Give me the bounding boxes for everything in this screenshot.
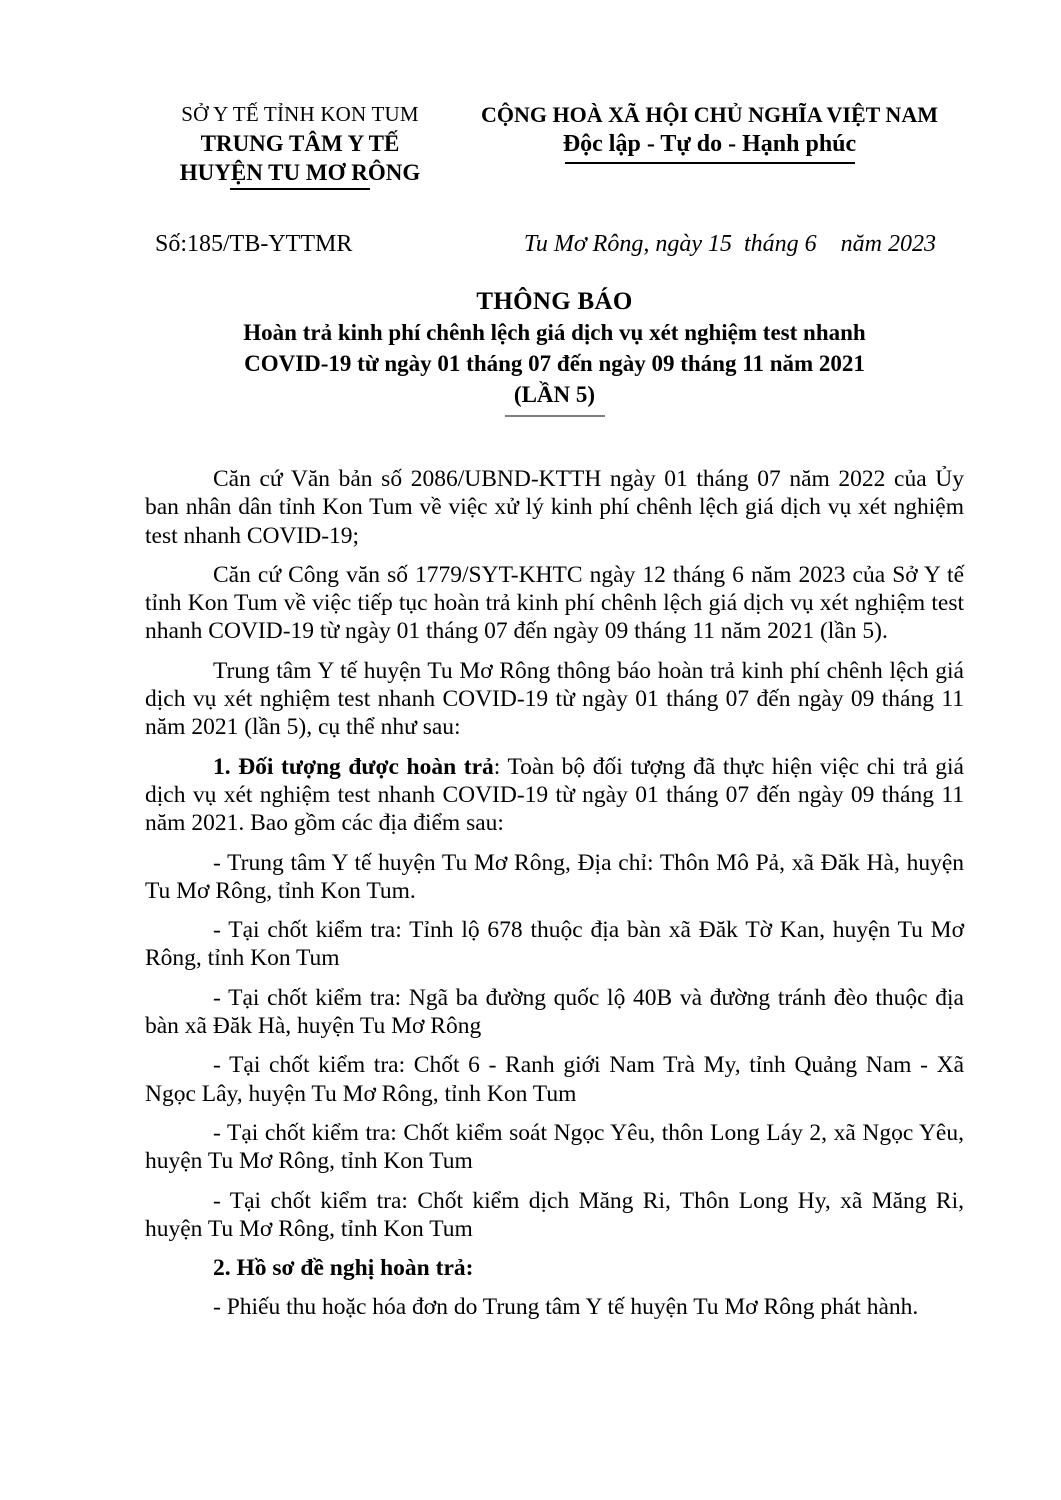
org-name: TRUNG TÂM Y TẾ (200, 131, 400, 156)
location-list-item: - Tại chốt kiểm tra: Chốt kiểm dịch Măng Ri, Thôn Long Hy, xã Măng Ri, huyện Tu Mơ Rông, tỉnh Kon Tum (145, 1187, 964, 1242)
paragraph-announcement: Trung tâm Y tế huyện Tu Mơ Rông thông báo hoàn trả kinh phí chênh lệch giá dịch vụ xét nghiệm test nhanh COVID-19 từ ngày 01 tháng 07 đến ngày 09 tháng 11 năm 2021 (lần 5), cụ thể như sau: (145, 657, 964, 741)
section-1-paragraph (145, 753, 964, 838)
location-list-item: - Trung tâm Y tế huyện Tu Mơ Rông, Địa chỉ: Thôn Mô Pả, xã Đăk Hà, huyện Tu Mơ Rông, tỉnh Kon Tum. (145, 849, 964, 904)
org-underline (230, 188, 370, 190)
location-list-item: - Tại chốt kiểm tra: Ngã ba đường quốc lộ 40B và đường tránh đèo thuộc địa bàn xã Đăk Hà, huyện Tu Mơ Rông (145, 984, 964, 1040)
doc-number: Số:185/TB-YTTMR (155, 231, 353, 257)
section-1-text: : Toàn bộ đối tượng đã thực hiện việc chi trả giá dịch vụ xét nghiệm test nhanh COVID-19 từ ngày 01 tháng 07 đến ngày 09 tháng 11 năm 2021. Bao gồm các địa điểm sau: (145, 753, 964, 837)
org-district-name: HUYỆN TU MƠ RÔNG (179, 160, 421, 185)
issuing-org-block (145, 100, 455, 190)
doc-subtitle-line-3: (LẦN 5) (513, 382, 596, 407)
section-2-heading: 2. Hồ sơ đề nghị hoàn trả: (213, 1255, 474, 1282)
document-header (145, 100, 964, 190)
title-divider (505, 415, 605, 417)
document-list-item: - Phiếu thu hoặc hóa đơn do Trung tâm Y tế huyện Tu Mơ Rông phát hành. (213, 1294, 919, 1321)
doc-subtitle-line-1: Hoàn trả kinh phí chênh lệch giá dịch vụ xét nghiệm test nhanh (243, 320, 866, 345)
doc-meta-row (145, 230, 964, 258)
motto-underline (565, 162, 855, 164)
paragraph-legal-basis-1: Căn cứ Văn bản số 2086/UBND-KTTH ngày 01 tháng 07 năm 2022 của Ủy ban nhân dân tỉnh Kon Tum về việc xử lý kinh phí chênh lệch giá dịch vụ xét nghiệm test nhanh COVID-19; (145, 466, 964, 549)
parent-org-name: SỞ Y TẾ TỈNH KON TUM (181, 102, 419, 126)
national-header-block (455, 100, 964, 190)
doc-subtitle-line-2: COVID-19 từ ngày 01 tháng 07 đến ngày 09 tháng 11 năm 2021 (244, 351, 865, 376)
paragraph-legal-basis-2: Căn cứ Công văn số 1779/SYT-KHTC ngày 12 tháng 6 năm 2023 của Sở Y tế tỉnh Kon Tum về việc tiếp tục hoàn trả kinh phí chênh lệch giá dịch vụ xét nghiệm test nhanh COVID-19 từ ngày 01 tháng 07 đến ngày 09 tháng 11 năm 2021 (lần 5). (145, 561, 964, 645)
location-list-item: - Tại chốt kiểm tra: Chốt kiểm soát Ngọc Yêu, thôn Long Láy 2, xã Ngọc Yêu, huyện Tu Mơ Rông, tỉnh Kon Tum (145, 1119, 964, 1175)
doc-date-place: Tu Mơ Rông, ngày 15 tháng 6 năm 2023 (523, 231, 936, 257)
national-title: CỘNG HOÀ XÃ HỘI CHỦ NGHĨA VIỆT NAM (481, 102, 938, 127)
doc-title-block (145, 286, 964, 417)
national-motto: Độc lập - Tự do - Hạnh phúc (562, 131, 857, 157)
doc-body (145, 465, 964, 1322)
doc-title: THÔNG BÁO (476, 288, 633, 315)
location-list-item: - Tại chốt kiểm tra: Chốt 6 - Ranh giới Nam Trà My, tỉnh Quảng Nam - Xã Ngọc Lây, huyện Tu Mơ Rông, tỉnh Kon Tum (145, 1052, 964, 1107)
location-list-item: - Tại chốt kiểm tra: Tỉnh lộ 678 thuộc địa bàn xã Đăk Tờ Kan, huyện Tu Mơ Rông, tỉnh Kon Tum (145, 917, 964, 972)
section-1-heading: 1. Đối tượng được hoàn trả (213, 753, 494, 780)
